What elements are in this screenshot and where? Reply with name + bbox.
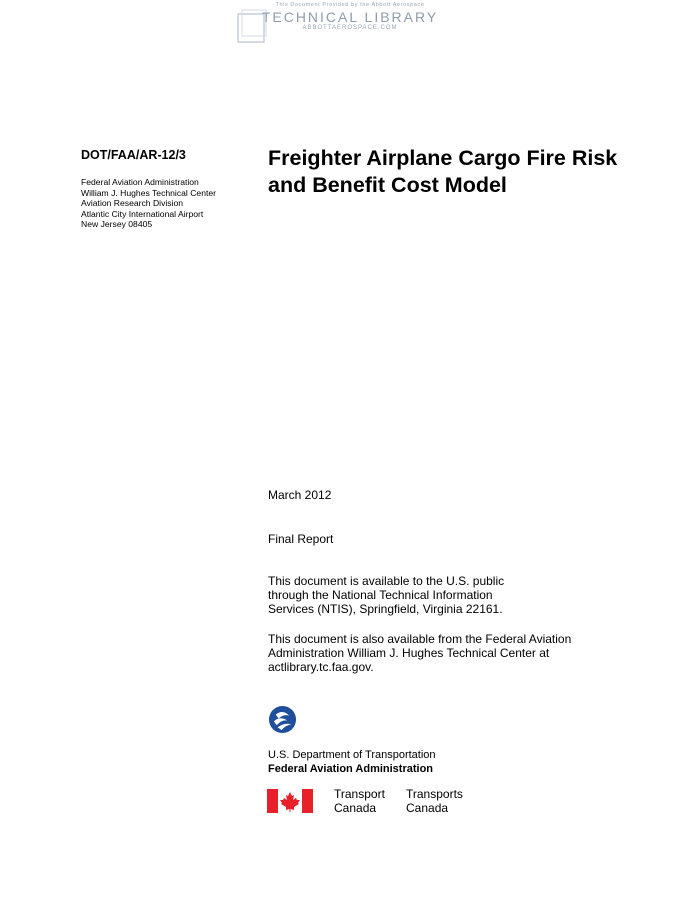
watermark-provided-by: This Document Provided by the Abbott Aerospace [275, 2, 425, 8]
watermark-url: ABBOTTAEROSPACE.COM [302, 25, 398, 31]
report-number: DOT/FAA/AR-12/3 [81, 148, 186, 162]
transport-canada-line: Canada [334, 800, 377, 815]
availability-line: actlibrary.tc.faa.gov. [268, 660, 374, 674]
dot-logo-icon [268, 705, 297, 734]
availability-ntis [268, 574, 504, 616]
availability-line: Services (NTIS), Springfield, Virginia 22161. [268, 602, 503, 616]
transport-canada-line: Transport [334, 787, 385, 801]
transport-canada-french [406, 788, 463, 815]
transport-canada-english [334, 788, 385, 815]
faa-name: Federal Aviation Administration [268, 763, 434, 775]
availability-line: through the National Technical Information [268, 588, 493, 602]
report-date: March 2012 [268, 488, 332, 502]
dot-department-name: U.S. Department of Transportation [268, 749, 436, 761]
transport-canada-line: Transports [406, 787, 463, 801]
address-line: Aviation Research Division [81, 198, 184, 208]
organization-address [81, 177, 216, 230]
transport-canada-line: Canada [406, 800, 449, 815]
address-line: Atlantic City International Airport [81, 208, 204, 219]
address-line: William J. Hughes Technical Center [81, 187, 217, 198]
canada-flag-icon [267, 789, 313, 813]
title-line: Freighter Airplane Cargo Fire Risk [268, 146, 618, 170]
availability-line: Administration William J. Hughes Technical Center at [268, 646, 550, 660]
watermark-title: TECHNICAL LIBRARY [261, 9, 439, 25]
address-line: New Jersey 08405 [81, 219, 153, 229]
report-type: Final Report [268, 532, 334, 546]
availability-faa [268, 632, 571, 674]
address-line: Federal Aviation Administration [81, 177, 199, 187]
document-title [268, 145, 617, 199]
availability-line: This document is available to the U.S. public [268, 574, 505, 588]
title-line: and Benefit Cost Model [268, 173, 507, 197]
availability-line: This document is also available from the Federal Aviation [268, 632, 572, 646]
